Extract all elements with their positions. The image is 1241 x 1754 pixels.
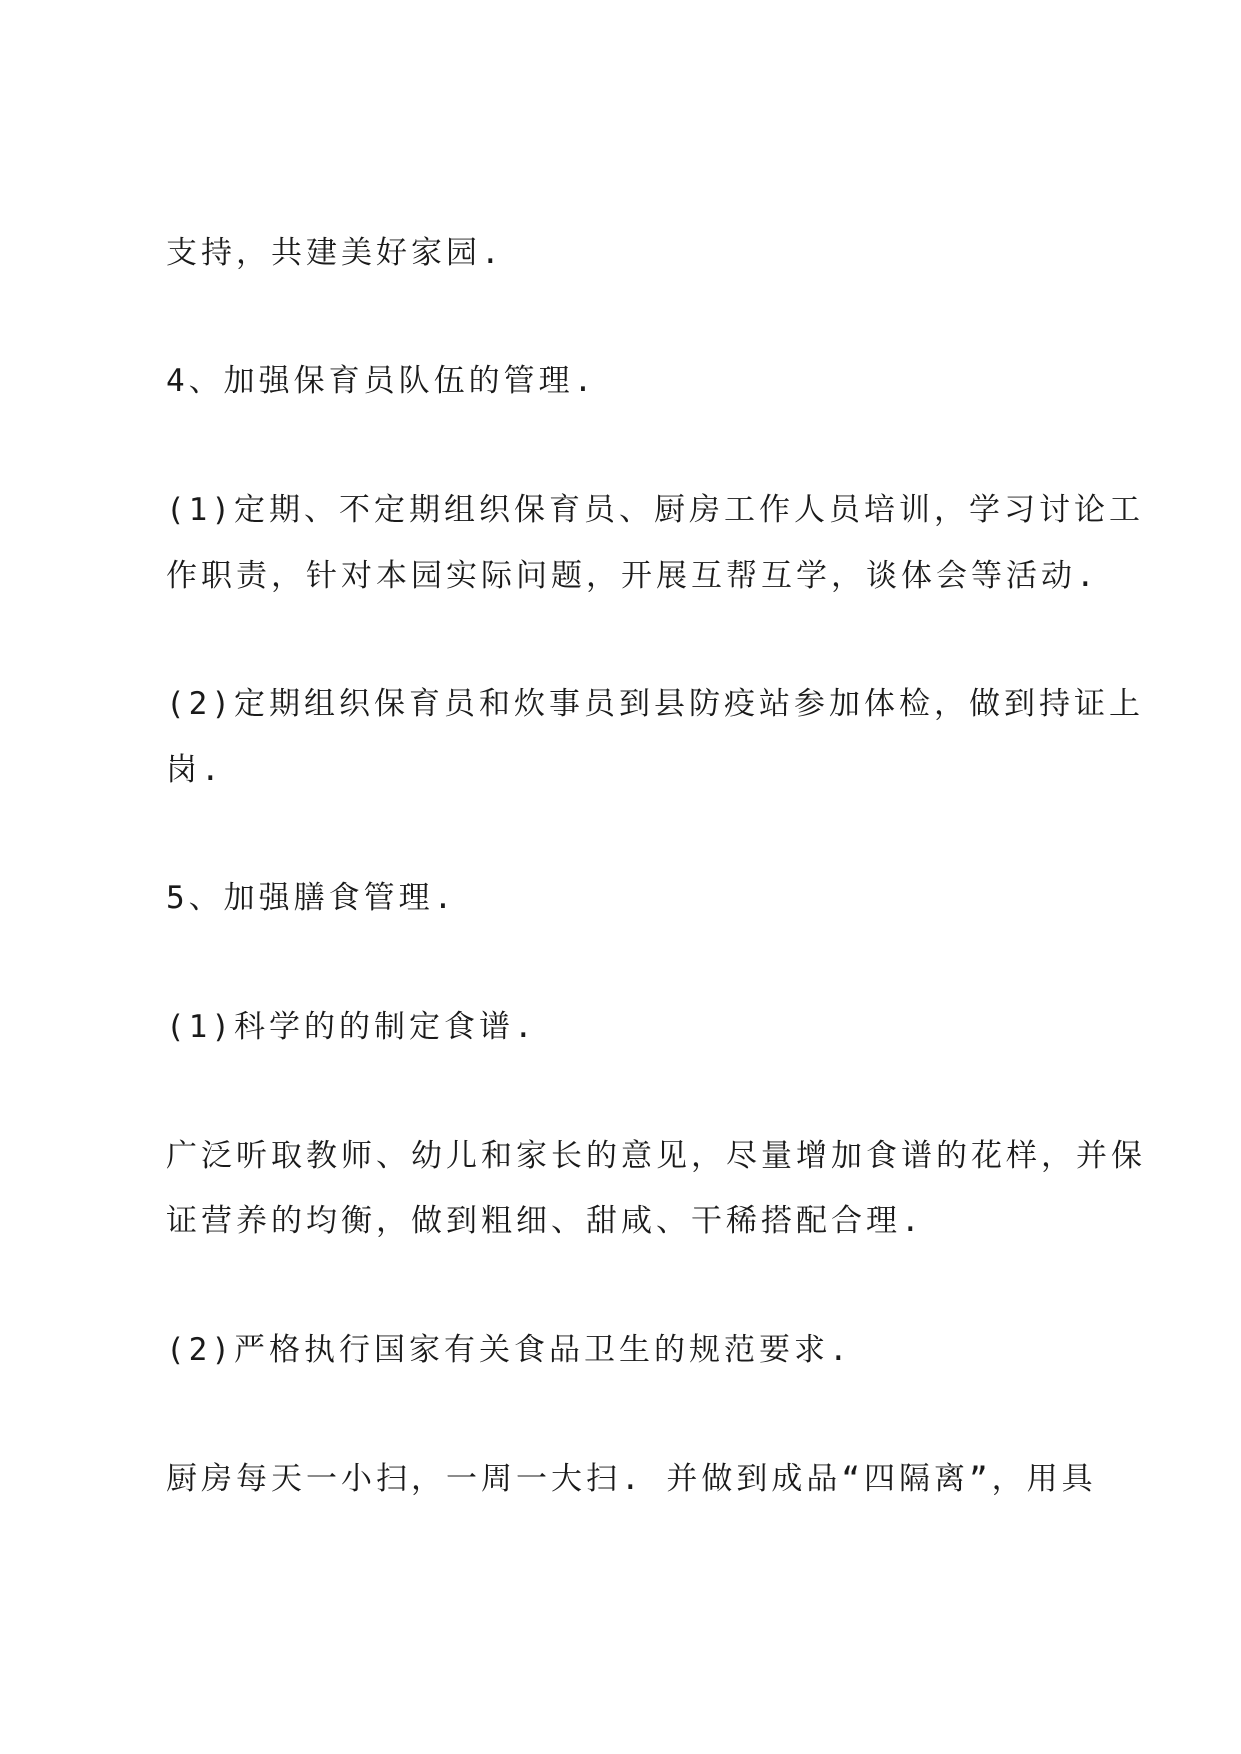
section-heading: 4、加强保育员队伍的管理. bbox=[166, 363, 597, 399]
text-line: 岗. bbox=[166, 752, 224, 788]
text-line: (2)严格执行国家有关食品卫生的规范要求. bbox=[166, 1332, 852, 1368]
text-line: (1)定期、不定期组织保育员、厨房工作人员培训，学习讨论工 bbox=[166, 492, 1144, 528]
text-line: 作职责，针对本园实际问题，开展互帮互学，谈体会等活动. bbox=[166, 558, 1099, 594]
text-line: (1)科学的的制定食谱. bbox=[166, 1009, 537, 1045]
section-heading: 5、加强膳食管理. bbox=[166, 880, 457, 916]
text-line: 厨房每天一小扫，一周一大扫. 并做到成品“四隔离”，用具 bbox=[166, 1461, 1097, 1497]
text-line: (2)定期组织保育员和炊事员到县防疫站参加体检，做到持证上 bbox=[166, 686, 1144, 722]
text-line: 支持，共建美好家园. bbox=[166, 235, 504, 271]
text-line: 证营养的均衡，做到粗细、甜咸、干稀搭配合理. bbox=[166, 1203, 924, 1239]
text-line: 广泛听取教师、幼儿和家长的意见，尽量增加食谱的花样，并保 bbox=[166, 1138, 1146, 1174]
